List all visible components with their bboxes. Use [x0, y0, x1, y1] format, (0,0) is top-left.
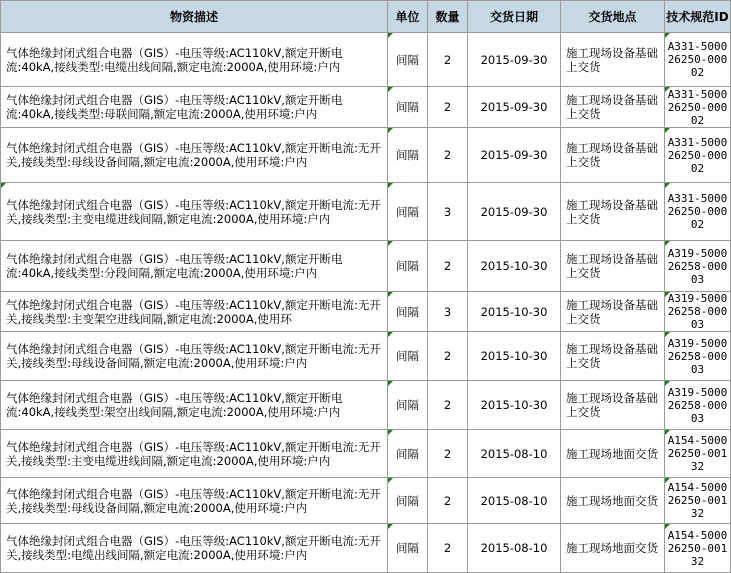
- table-row: [1, 33, 731, 87]
- qty-cell[interactable]: 2: [428, 128, 468, 183]
- date-cell[interactable]: 2015-08-10: [468, 478, 561, 524]
- date-cell[interactable]: 2015-10-30: [468, 241, 561, 292]
- place-cell[interactable]: 施工现场设备基础上交货: [561, 381, 665, 430]
- unit-cell[interactable]: 间隔: [388, 128, 428, 183]
- spec-id-cell[interactable]: A319-500026258-00003: [665, 332, 731, 381]
- desc-cell[interactable]: 气体绝缘封闭式组合电器（GIS）-电压等级:AC110kV,额定开断电流:无开关,接线类型:主变电缆进线间隔,额定电流:2000A,使用环境:户内: [1, 183, 388, 241]
- place-cell[interactable]: 施工现场设备基础上交货: [561, 33, 665, 87]
- desc-cell[interactable]: 气体绝缘封闭式组合电器（GIS）-电压等级:AC110kV,额定开断电流:无开关,接线类型:母线设备间隔,额定电流:2000A,使用环境:户内: [1, 128, 388, 183]
- table-row: [1, 87, 731, 128]
- unit-cell[interactable]: 间隔: [388, 381, 428, 430]
- desc-cell[interactable]: 气体绝缘封闭式组合电器（GIS）-电压等级:AC110kV,额定开断电流:无开关,接线类型:主变电缆进线间隔,额定电流:2000A,使用环境:户内: [1, 430, 388, 478]
- desc-cell[interactable]: 气体绝缘封闭式组合电器（GIS）-电压等级:AC110kV,额定开断电流:无开关,接线类型:母线设备间隔,额定电流:2000A,使用环境:户内: [1, 332, 388, 381]
- unit-cell[interactable]: 间隔: [388, 524, 428, 573]
- spec-id-cell[interactable]: A331-500026250-00002: [665, 183, 731, 241]
- desc-cell[interactable]: 气体绝缘封闭式组合电器（GIS）-电压等级:AC110kV,额定开断电流:无开关,接线类型:电缆出线间隔,额定电流:2000A,使用环境:户内: [1, 524, 388, 573]
- qty-cell[interactable]: 3: [428, 292, 468, 332]
- date-cell[interactable]: 2015-09-30: [468, 33, 561, 87]
- date-cell[interactable]: 2015-10-30: [468, 292, 561, 332]
- qty-cell[interactable]: 2: [428, 524, 468, 573]
- date-cell[interactable]: 2015-09-30: [468, 183, 561, 241]
- table-row: [1, 524, 731, 573]
- desc-cell[interactable]: 气体绝缘封闭式组合电器（GIS）-电压等级:AC110kV,额定开断电流:40kA,接线类型:架空出线间隔,额定电流:2000A,使用环境:户内: [1, 381, 388, 430]
- desc-text: 气体绝缘封闭式组合电器（GIS）-电压等级:AC110kV,额定开断电流:无开关,接线类型:主变架空进线间隔,额定电流:2000A,使用环: [6, 297, 381, 326]
- unit-cell[interactable]: 间隔: [388, 478, 428, 524]
- table-row: [1, 381, 731, 430]
- header-qty[interactable]: 数量: [428, 1, 468, 33]
- place-cell[interactable]: 施工现场设备基础上交货: [561, 332, 665, 381]
- unit-cell[interactable]: 间隔: [388, 183, 428, 241]
- qty-cell[interactable]: 2: [428, 381, 468, 430]
- table-row: [1, 183, 731, 241]
- table-row: [1, 292, 731, 332]
- qty-cell[interactable]: 2: [428, 241, 468, 292]
- desc-cell[interactable]: 气体绝缘封闭式组合电器（GIS）-电压等级:AC110kV,额定开断电流:40kA,接线类型:分段间隔,额定电流:2000A,使用环境:户内: [1, 241, 388, 292]
- desc-cell[interactable]: 气体绝缘封闭式组合电器（GIS）-电压等级:AC110kV,额定开断电流:40kA,接线类型:母联间隔,额定电流:2000A,使用环境:户内: [1, 87, 388, 128]
- date-cell[interactable]: 2015-09-30: [468, 87, 561, 128]
- header-date[interactable]: 交货日期: [468, 1, 561, 33]
- spec-id-cell[interactable]: A331-500026250-00002: [665, 128, 731, 183]
- header-row: [1, 1, 731, 33]
- table-row: [1, 430, 731, 478]
- qty-cell[interactable]: 2: [428, 87, 468, 128]
- qty-cell[interactable]: 3: [428, 183, 468, 241]
- unit-cell[interactable]: 间隔: [388, 430, 428, 478]
- place-cell[interactable]: 施工现场设备基础上交货: [561, 87, 665, 128]
- unit-cell[interactable]: 间隔: [388, 33, 428, 87]
- place-cell[interactable]: 施工现场设备基础上交货: [561, 183, 665, 241]
- unit-cell[interactable]: 间隔: [388, 241, 428, 292]
- place-cell[interactable]: 施工现场地面交货: [561, 478, 665, 524]
- qty-cell[interactable]: 2: [428, 478, 468, 524]
- desc-cell[interactable]: [1, 292, 388, 332]
- date-cell[interactable]: 2015-10-30: [468, 332, 561, 381]
- place-cell[interactable]: 施工现场地面交货: [561, 524, 665, 573]
- spec-id-cell[interactable]: A319-500026258-00003: [665, 381, 731, 430]
- unit-cell[interactable]: 间隔: [388, 292, 428, 332]
- desc-cell[interactable]: 气体绝缘封闭式组合电器（GIS）-电压等级:AC110kV,额定开断电流:无开关,接线类型:母线设备间隔,额定电流:2000A,使用环境:户内: [1, 478, 388, 524]
- place-cell[interactable]: 施工现场设备基础上交货: [561, 128, 665, 183]
- table-row: [1, 332, 731, 381]
- date-cell[interactable]: 2015-09-30: [468, 128, 561, 183]
- qty-cell[interactable]: 2: [428, 332, 468, 381]
- desc-cell[interactable]: 气体绝缘封闭式组合电器（GIS）-电压等级:AC110kV,额定开断电流:40kA,接线类型:电缆出线间隔,额定电流:2000A,使用环境:户内: [1, 33, 388, 87]
- spec-id-cell[interactable]: A331-500026250-00002: [665, 87, 731, 128]
- header-place[interactable]: 交货地点: [561, 1, 665, 33]
- header-unit[interactable]: 单位: [388, 1, 428, 33]
- unit-cell[interactable]: 间隔: [388, 332, 428, 381]
- date-cell[interactable]: 2015-08-10: [468, 430, 561, 478]
- spec-id-cell[interactable]: A319-500026258-00003: [665, 292, 731, 332]
- place-cell[interactable]: 施工现场地面交货: [561, 430, 665, 478]
- place-cell[interactable]: 施工现场设备基础上交货: [561, 241, 665, 292]
- spec-id-cell[interactable]: A331-500026250-00002: [665, 33, 731, 87]
- unit-cell[interactable]: 间隔: [388, 87, 428, 128]
- spec-id-cell[interactable]: A154-500026250-00132: [665, 478, 731, 524]
- date-cell[interactable]: 2015-08-10: [468, 524, 561, 573]
- spec-id-cell[interactable]: A319-500026258-00003: [665, 241, 731, 292]
- table-row: [1, 478, 731, 524]
- date-cell[interactable]: 2015-10-30: [468, 381, 561, 430]
- qty-cell[interactable]: 2: [428, 33, 468, 87]
- header-id[interactable]: 技术规范ID: [665, 1, 731, 33]
- place-cell[interactable]: 施工现场设备基础上交货: [561, 292, 665, 332]
- header-desc[interactable]: 物资描述: [1, 1, 388, 33]
- table-row: [1, 128, 731, 183]
- spec-id-cell[interactable]: A154-500026250-00132: [665, 524, 731, 573]
- table-row: [1, 241, 731, 292]
- qty-cell[interactable]: 2: [428, 430, 468, 478]
- spec-id-cell[interactable]: A154-500026250-00132: [665, 430, 731, 478]
